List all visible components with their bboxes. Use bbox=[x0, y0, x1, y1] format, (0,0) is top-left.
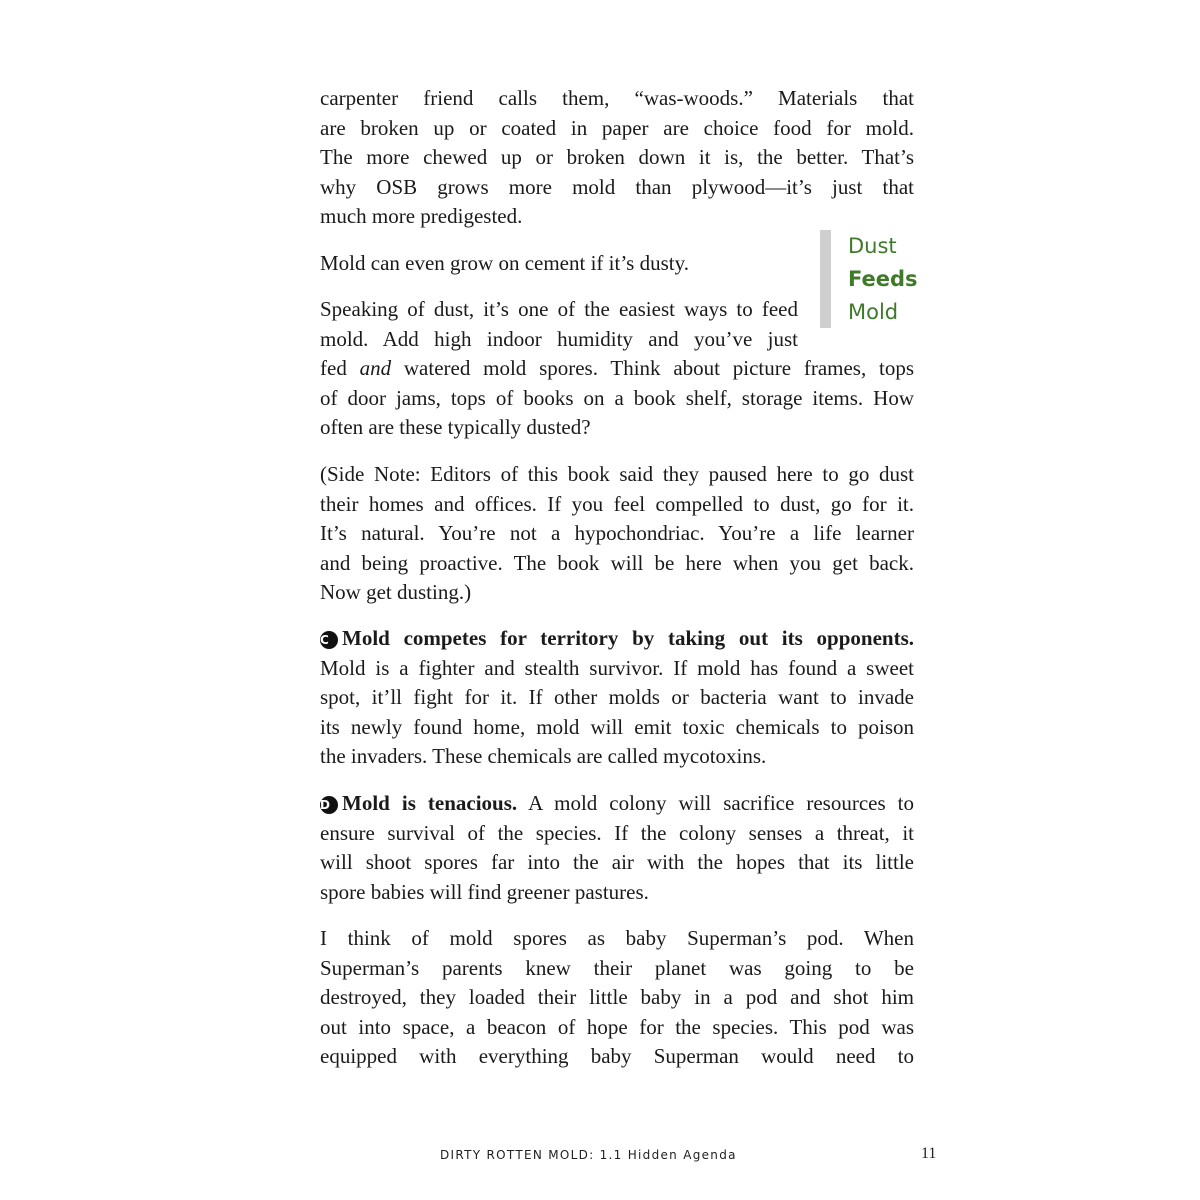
text-line: I think of mold spores as baby Superman’s pod. When bbox=[320, 926, 914, 950]
text-line: ensure survival of the species. If the colony senses a threat, it bbox=[320, 820, 914, 845]
page-number: 11 bbox=[921, 1145, 937, 1162]
text-line: equipped with everything baby Superman would need to bbox=[320, 1044, 914, 1069]
text-line: their homes and offices. If you feel compelled to dust, go for it. bbox=[320, 491, 914, 516]
text-line: Mold is a fighter and stealth survivor. If mold has found a sweet bbox=[320, 655, 914, 680]
text-line: Superman’s parents knew their planet was going to be bbox=[320, 955, 914, 980]
text-line: of door jams, tops of books on a book shelf, storage items. How bbox=[320, 385, 914, 410]
text-line bbox=[320, 624, 914, 654]
paragraph-materials bbox=[320, 84, 914, 232]
text-fragment: fed bbox=[320, 356, 347, 381]
running-footer: DIRTY ROTTEN MOLD: 1.1 Hidden Agenda bbox=[440, 1148, 737, 1162]
letter-d-circle-icon: D bbox=[320, 796, 338, 814]
text-line: destroyed, they loaded their little baby in a pod and shot him bbox=[320, 985, 914, 1010]
text-line bbox=[320, 354, 914, 384]
point-heading: Mold competes for territory by taking out its opponents. bbox=[342, 626, 914, 650]
text-line: mold. Add high indoor humidity and you’ve just bbox=[320, 326, 798, 351]
pull-quote-line: Dust bbox=[848, 234, 897, 258]
point-d-paragraph bbox=[320, 789, 914, 907]
paragraph-superman bbox=[320, 924, 914, 1072]
text-line bbox=[320, 789, 914, 819]
text-fragment: watered mold spores. Think about picture frames, tops bbox=[403, 356, 915, 381]
letter-c-circle-icon: C bbox=[320, 631, 338, 649]
text-line: and being proactive. The book will be here when you get back. bbox=[320, 550, 914, 575]
paragraph-side-note bbox=[320, 460, 914, 608]
text-line: Speaking of dust, it’s one of the easiest ways to feed bbox=[320, 297, 798, 321]
text-line: Mold can even grow on cement if it’s dusty. bbox=[320, 251, 689, 275]
text-line: its newly found home, mold will emit toxic chemicals to poison bbox=[320, 714, 914, 739]
text-line: much more predigested. bbox=[320, 204, 523, 229]
text-line: the invaders. These chemicals are called mycotoxins. bbox=[320, 744, 767, 769]
text-line: why OSB grows more mold than plywood—it’s just that bbox=[320, 174, 914, 199]
text-line: The more chewed up or broken down it is, the better. That’s bbox=[320, 145, 914, 170]
point-heading: Mold is tenacious. bbox=[342, 791, 518, 815]
text-line: will shoot spores far into the air with the hopes that its little bbox=[320, 850, 914, 875]
text-line: It’s natural. You’re not a hypochondriac. You’re a life learner bbox=[320, 521, 914, 546]
emphasis-text: and bbox=[359, 356, 392, 381]
text-line: (Side Note: Editors of this book said they paused here to go dust bbox=[320, 462, 914, 486]
text-line: spot, it’ll fight for it. If other molds or bacteria want to invade bbox=[320, 685, 914, 710]
text-line: carpenter friend calls them, “was-woods.” Materials that bbox=[320, 86, 914, 110]
pull-quote-line: Feeds bbox=[848, 267, 918, 291]
text-fragment: A mold colony will sacrifice resources to bbox=[528, 791, 915, 815]
text-line: Now get dusting.) bbox=[320, 580, 472, 605]
pull-quote-line: Mold bbox=[848, 300, 899, 324]
text-line: are broken up or coated in paper are choice food for mold. bbox=[320, 115, 914, 140]
paragraph-dust bbox=[320, 295, 914, 443]
text-line: often are these typically dusted? bbox=[320, 415, 591, 440]
text-line: spore babies will find greener pastures. bbox=[320, 879, 649, 904]
text-line: out into space, a beacon of hope for the species. This pod was bbox=[320, 1014, 914, 1039]
point-c-paragraph bbox=[320, 624, 914, 772]
